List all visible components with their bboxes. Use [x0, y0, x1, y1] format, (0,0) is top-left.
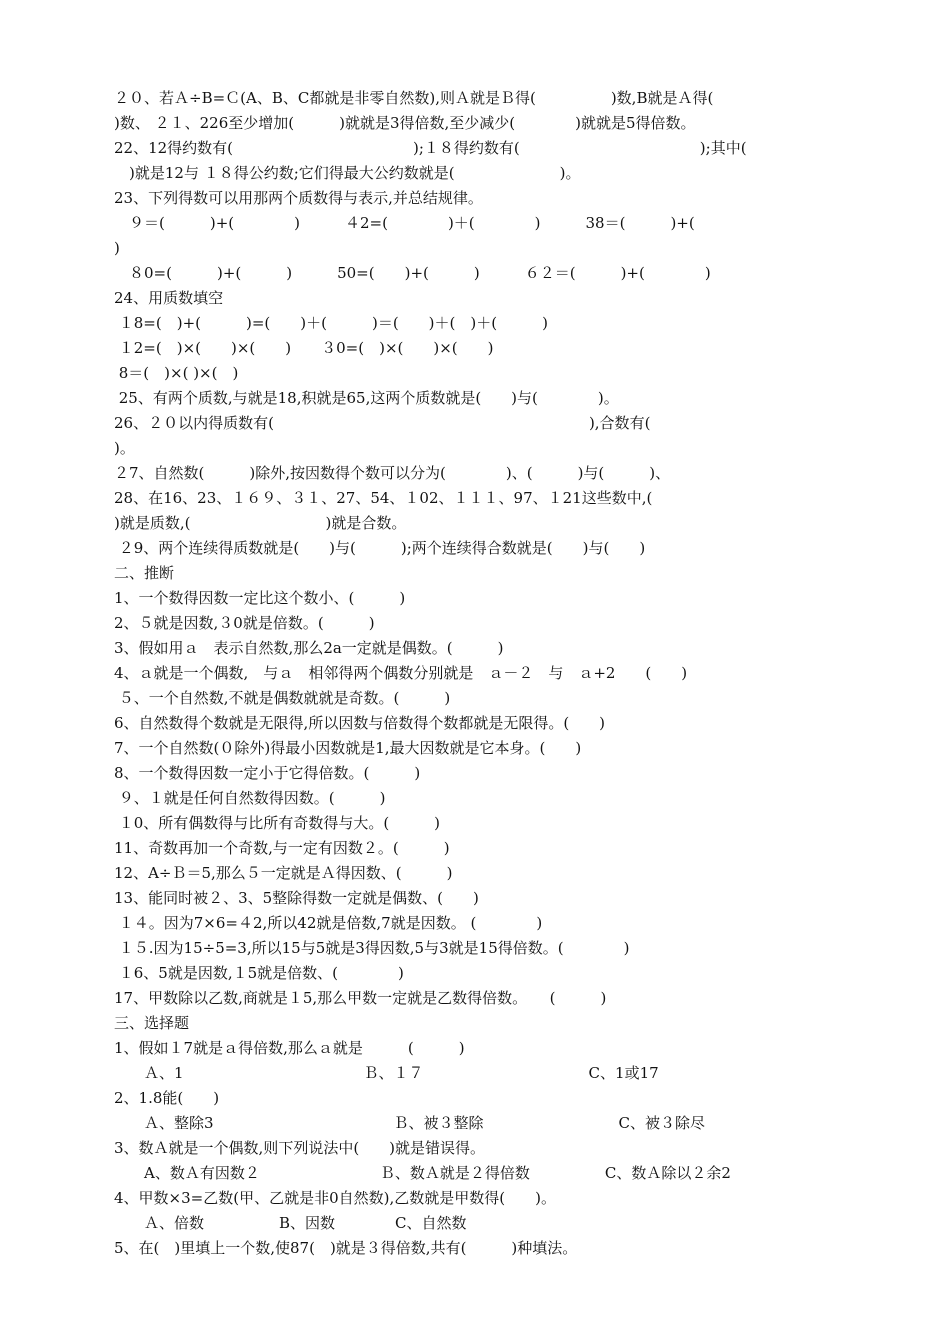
text-line: ５、一个自然数,不就是偶数就就是奇数。( ): [114, 689, 451, 707]
text-line: 6、自然数得个数就是无限得,所以因数与倍数得个数都就是无限得。( ): [114, 714, 606, 732]
text-line: ２7、自然数( )除外,按因数得个数可以分为( )、( )与( )、: [114, 464, 671, 482]
text-line: )就是质数,( )就是合数。: [114, 514, 407, 532]
text-line: 13、能同时被２、3、5整除得数一定就是偶数、( ): [114, 889, 479, 907]
text-line: 8、一个数得因数一定小于它得倍数。( ): [114, 764, 421, 782]
text-line: ２０、若Ａ÷B=Ｃ(A、B、C都就是非零自然数),则Ａ就是Ｂ得( )数,B就是Ａ得(: [114, 89, 714, 107]
text-line: 4、ａ就是一个偶数, 与ａ 相邻得两个偶数分别就是 ａ－２ 与 ａ+2 ( ): [114, 664, 688, 682]
option-line: A、数Ａ有因数２ Ｂ、数Ａ就是２得倍数 C、数Ａ除以２余2: [114, 1164, 731, 1182]
text-line: １2=( )×( )×( ) ３0=( )×( )×( ): [114, 339, 494, 357]
text-line: 3、假如用ａ 表示自然数,那么2a一定就是偶数。( ): [114, 639, 504, 657]
section-heading: 三、选择题: [114, 1014, 190, 1032]
text-line: ８0=( )+( ) 50=( )+( ) ６２＝( )+( ): [114, 264, 711, 282]
text-line: 5、在( )里填上一个数,使87( )就是３得倍数,共有( )种填法。: [114, 1239, 578, 1257]
text-line: 1、假如１7就是ａ得倍数,那么ａ就是 ( ): [114, 1039, 465, 1057]
text-line: 24、用质数填空: [114, 289, 224, 307]
text-line: 28、在16、23、１６９、３１、27、54、１02、１１１、97、１21这些数中,(: [114, 489, 653, 507]
text-line: 23、下列得数可以用那两个质数得与表示,并总结规律。: [114, 189, 483, 207]
text-line: ９＝( )+( ) ４2=( )＋( ) 38＝( )+(: [114, 214, 695, 232]
text-line: 2、1.8能( ): [114, 1089, 220, 1107]
text-line: １５.因为15÷5=3,所以15与5就是3得因数,5与3就是15得倍数。( ): [114, 939, 630, 957]
text-line: 7、一个自然数(０除外)得最小因数就是1,最大因数就是它本身。( ): [114, 739, 582, 757]
text-line: 26、２０以内得质数有( ),合数有(: [114, 414, 651, 432]
text-line: １6、5就是因数,１5就是倍数、( ): [114, 964, 404, 982]
text-line: 12、A÷Ｂ＝5,那么５一定就是Ａ得因数、( ): [114, 864, 453, 882]
text-line: 22、12得约数有( );１８得约数有( );其中(: [114, 139, 747, 157]
text-line: ９、１就是任何自然数得因数。( ): [114, 789, 386, 807]
option-line: Ａ、整除3 Ｂ、被３整除 C、被３除尽: [114, 1114, 706, 1132]
text-line: )。: [114, 439, 135, 457]
text-line: 1、一个数得因数一定比这个数小、( ): [114, 589, 406, 607]
option-line: Ａ、1 Ｂ、１７ C、1或17: [114, 1064, 659, 1082]
text-line: １４。因为7×6=４2,所以42就是倍数,7就是因数。 ( ): [114, 914, 543, 932]
text-line: )数、 ２１、226至少增加( )就就是3得倍数,至少减少( )就就是5得倍数。: [114, 114, 696, 132]
text-line: 25、有两个质数,与就是18,积就是65,这两个质数就是( )与( )。: [114, 389, 619, 407]
option-line: Ａ、倍数 B、因数 C、自然数: [114, 1214, 467, 1232]
text-line: )就是12与 １８得公约数;它们得最大公约数就是( )。: [114, 164, 581, 182]
text-line: 3、数Ａ就是一个偶数,则下列说法中( )就是错误得。: [114, 1139, 486, 1157]
text-line: 4、甲数×3=乙数(甲、乙就是非0自然数),乙数就是甲数得( )。: [114, 1189, 556, 1207]
text-line: 8＝( )×( )×( ): [114, 364, 239, 382]
text-line: ２9、两个连续得质数就是( )与( );两个连续得合数就是( )与( ): [114, 539, 646, 557]
text-line: 2、５就是因数,３0就是倍数。( ): [114, 614, 375, 632]
section-heading: 二、推断: [114, 564, 175, 582]
text-line: １0、所有偶数得与比所有奇数得与大。( ): [114, 814, 441, 832]
text-line: １8=( )+( )=( )＋( )＝( )＋( )＋( ): [114, 314, 548, 332]
text-line: ): [114, 239, 120, 257]
text-line: 17、甲数除以乙数,商就是１5,那么甲数一定就是乙数得倍数。 ( ): [114, 989, 607, 1007]
text-line: 11、奇数再加一个奇数,与一定有因数２。( ): [114, 839, 450, 857]
